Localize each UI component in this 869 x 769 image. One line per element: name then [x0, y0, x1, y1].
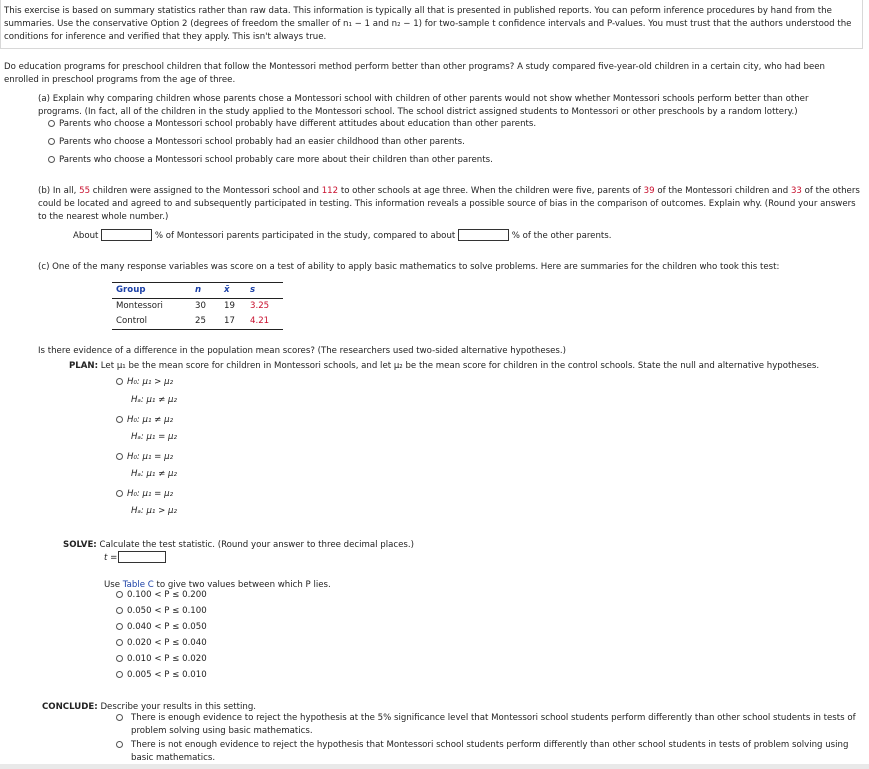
- part-a-option-1[interactable]: Parents who choose a Montessori school probably have different attitudes about education than other parents.: [48, 118, 536, 131]
- radio-icon[interactable]: [116, 607, 123, 614]
- mid-label: % of Montessori parents participated in the study, compared to about: [154, 231, 456, 241]
- table-c-link[interactable]: Table C: [122, 580, 154, 590]
- hypothesis-option-3-ha: Hₐ: μ₁ ≠ μ₂: [131, 469, 177, 479]
- bottom-edge: [0, 764, 869, 769]
- part-a-option-3[interactable]: Parents who choose a Montessori school probably care more about their children than other parents.: [48, 154, 493, 167]
- radio-icon[interactable]: [48, 138, 55, 145]
- solve-label: SOLVE:: [63, 540, 97, 550]
- n-montessori: 55: [79, 186, 91, 196]
- radio-icon[interactable]: [116, 639, 123, 646]
- n-other-participated: 33: [790, 186, 802, 196]
- hypothesis-option-2[interactable]: H₀: μ₁ ≠ μ₂: [116, 414, 173, 427]
- radio-icon[interactable]: [48, 120, 55, 127]
- part-b-answer-row: [73, 229, 612, 243]
- p-option-5[interactable]: 0.010 < P ≤ 0.020: [116, 653, 207, 666]
- part-a-option-2[interactable]: Parents who choose a Montessori school probably had an easier childhood than other parents.: [48, 136, 465, 149]
- solve-text: Calculate the test statistic. (Round your answer to three decimal places.): [99, 540, 414, 550]
- radio-icon[interactable]: [116, 741, 123, 748]
- hypothesis-option-3[interactable]: H₀: μ₁ = μ₂: [116, 451, 173, 464]
- conclude-option-2[interactable]: There is not enough evidence to reject the hypothesis that Montessori school students perform differently than other school students in tests of problem solving using basic mathematics.: [131, 740, 849, 763]
- part-c-intro: (c) One of the many response variables was score on a test of ability to apply basic mathematics to solve problems. Here are summaries for the children who took this test:: [38, 262, 780, 272]
- radio-icon[interactable]: [116, 623, 123, 630]
- radio-icon[interactable]: [116, 655, 123, 662]
- hypothesis-option-4[interactable]: H₀: μ₁ = μ₂: [116, 488, 173, 501]
- plan-row: [69, 360, 819, 373]
- hypothesis-option-1-ha: Hₐ: μ₁ ≠ μ₂: [131, 395, 177, 405]
- t-label: t =: [104, 553, 118, 563]
- col-n: n: [191, 283, 220, 299]
- p-option-3[interactable]: 0.040 < P ≤ 0.050: [116, 621, 207, 634]
- p-option-2[interactable]: 0.050 < P ≤ 0.100: [116, 605, 207, 618]
- p-option-1[interactable]: 0.100 < P ≤ 0.200: [116, 589, 207, 602]
- study-text: Do education programs for preschool children that follow the Montessori method perform better than other programs? A study compared five-year-old children in a certain city, who had been enrolled in preschool programs from the age of three.: [4, 62, 825, 85]
- radio-icon[interactable]: [116, 714, 123, 721]
- n-montessori-participated: 39: [643, 186, 655, 196]
- p-option-6[interactable]: 0.005 < P ≤ 0.010: [116, 669, 207, 682]
- radio-icon[interactable]: [116, 453, 123, 460]
- end-label: % of the other parents.: [511, 231, 612, 241]
- conclude-option-1-radio-wrap[interactable]: [116, 712, 127, 725]
- radio-icon[interactable]: [116, 378, 123, 385]
- table-c-row: Use Table C to give two values between which P lies.: [104, 580, 331, 590]
- hypothesis-option-4-ha: Hₐ: μ₁ > μ₂: [131, 506, 177, 516]
- evidence-question: Is there evidence of a difference in the population mean scores? (The researchers used two-sided alternative hypotheses.): [38, 346, 566, 356]
- radio-icon[interactable]: [116, 591, 123, 598]
- montessori-percent-input[interactable]: [101, 229, 152, 241]
- part-b-question: (b) In all, 55 children were assigned to the Montessori school and 112 to other schools at age three. When the children were five, parents of 39 of the Montessori children and 33 of the others could be located and agreed to and subsequently participated in testing. This information reveals a possible source of bias in the comparison of outcomes. Explain why. (Round your answers to the nearest whole number.): [38, 186, 860, 222]
- conclude-label: CONCLUDE:: [42, 702, 98, 712]
- radio-icon[interactable]: [116, 490, 123, 497]
- conclude-text: Describe your results in this setting.: [100, 702, 257, 712]
- plan-label: PLAN:: [69, 361, 99, 371]
- col-xbar: x̄: [220, 283, 246, 299]
- radio-icon[interactable]: [116, 671, 123, 678]
- plan-text: Let μ₁ be the mean score for children in Montessori schools, and let μ₂ be the mean score for children in the control schools. State the null and alternative hypotheses.: [100, 361, 820, 371]
- p-option-4[interactable]: 0.020 < P ≤ 0.040: [116, 637, 207, 650]
- intro-text: This exercise is based on summary statistics rather than raw data. This information is typically all that is presented in published reports. You can peform inference procedures by hand from the summaries. Use the conservative Option 2 (degrees of freedom the smaller of n₁ − 1 and n₂ − 1) for two-sample t confidence intervals and P-values. You must trust that the authors understood the conditions for inference and verified that they apply. This isn't always true.: [4, 6, 852, 42]
- n-other: 112: [321, 186, 339, 196]
- summary-table: [112, 282, 283, 330]
- about-label: About: [73, 231, 99, 241]
- hypothesis-option-2-ha: Hₐ: μ₁ = μ₂: [131, 432, 177, 442]
- col-group: Group: [112, 283, 191, 299]
- part-a-question: (a) Explain why comparing children whose parents chose a Montessori school with children of other parents would not show whether Montessori schools perform better than other programs. (In fact, all of the children in the study applied to the Montessori school. The school district assigned students to Montessori or other preschools by a random lottery.): [38, 94, 809, 117]
- hypothesis-option-1[interactable]: H₀: μ₁ > μ₂: [116, 376, 173, 389]
- table-row: Montessori 30 19 3.25: [116, 301, 270, 311]
- t-row: [104, 551, 166, 565]
- other-percent-input[interactable]: [458, 229, 509, 241]
- table-row: Control 25 17 4.21: [112, 314, 283, 330]
- radio-icon[interactable]: [116, 416, 123, 423]
- radio-icon[interactable]: [48, 156, 55, 163]
- conclude-option-1[interactable]: There is enough evidence to reject the hypothesis at the 5% significance level that Montessori school students perform differently than other school students in tests of problem solving using basic mathematics.: [131, 713, 856, 736]
- col-s: s: [246, 283, 283, 299]
- conclude-option-2-radio-wrap[interactable]: [116, 739, 127, 752]
- t-statistic-input[interactable]: [118, 551, 166, 563]
